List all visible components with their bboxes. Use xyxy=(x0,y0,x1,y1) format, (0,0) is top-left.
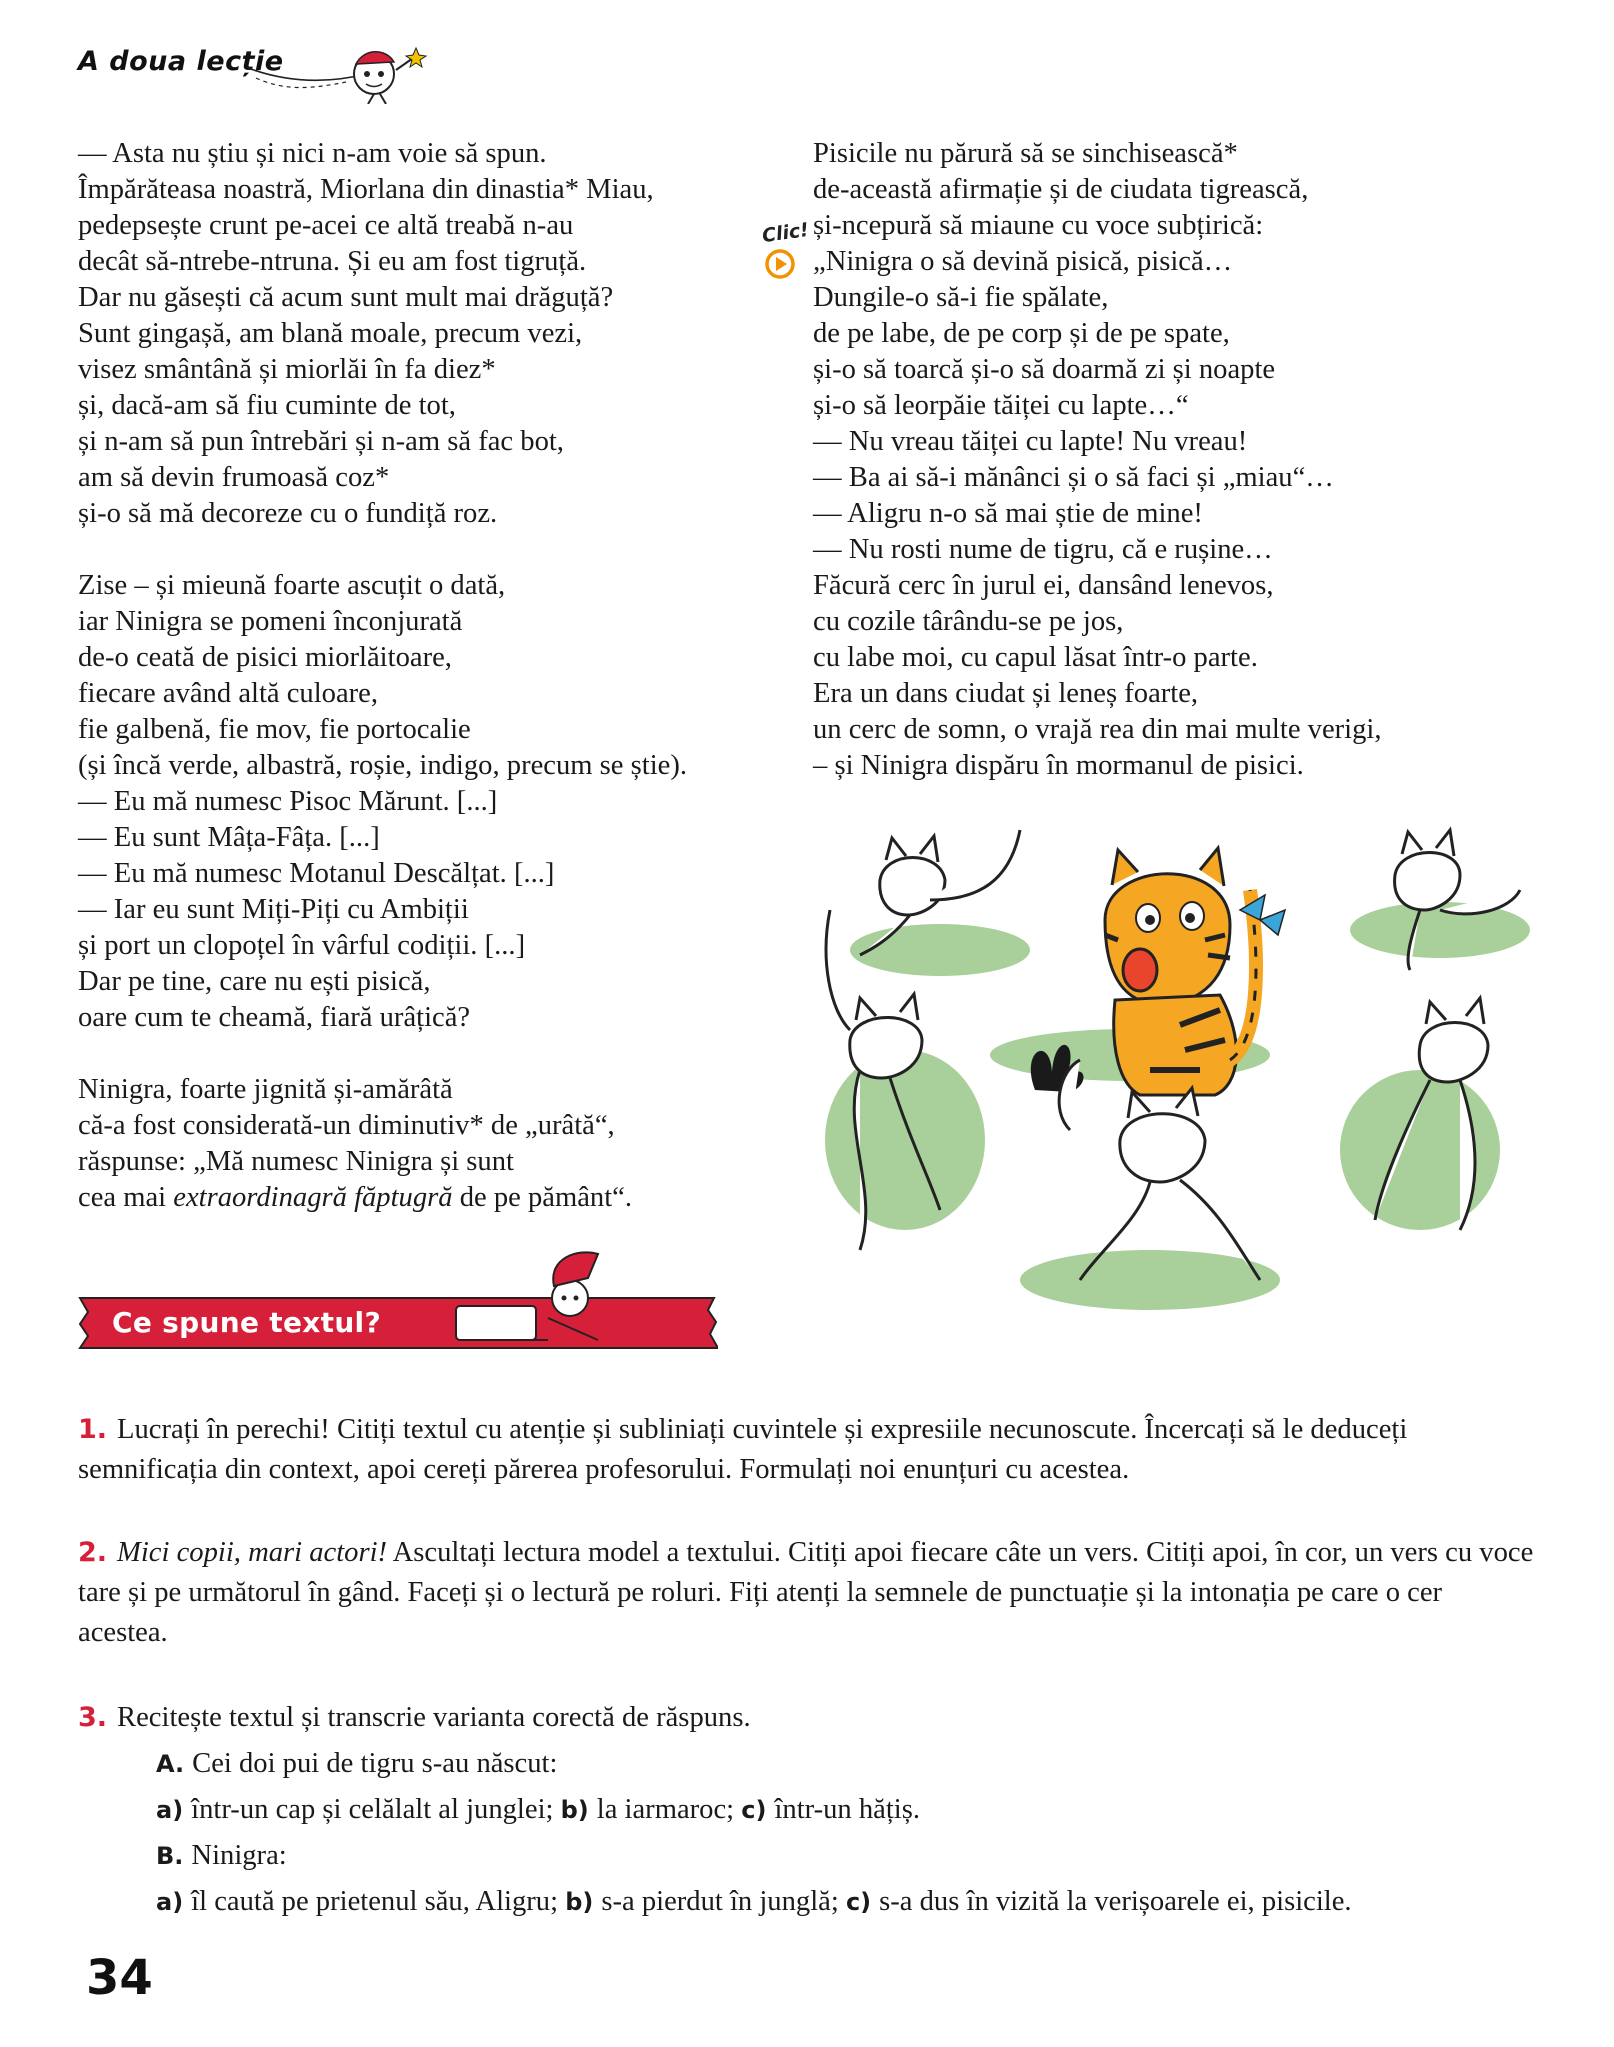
option-text[interactable]: s-a pierdut în junglă; xyxy=(601,1886,839,1917)
poem-line: un cerc de somn, o vrajă rea din mai multe verigi, xyxy=(813,714,1382,745)
option-text[interactable]: într-un hățiș. xyxy=(774,1794,921,1825)
poem-line: răspunse: „Mă numesc Ninigra și sunt xyxy=(78,1146,514,1177)
poem-line: iar Ninigra se pomeni înconjurată xyxy=(78,606,463,637)
poem-line: — Nu vreau tăiței cu lapte! Nu vreau! xyxy=(813,426,1248,457)
poem-line: și-ncepură să miaune cu voce subțirică: xyxy=(813,210,1264,241)
poem-line: — Ba ai să-i mănânci și o să faci și „miau“… xyxy=(813,462,1334,493)
question-tag: A. xyxy=(156,1750,185,1778)
question-tag: B. xyxy=(156,1842,184,1870)
exercise-italic-heading: Mici copii, mari actori! xyxy=(117,1537,388,1568)
poem-line: – și Ninigra dispăru în mormanul de pisici. xyxy=(813,750,1304,781)
exercise-body: Recitește textul și transcrie varianta corectă de răspuns. xyxy=(117,1702,751,1733)
exercise-1 xyxy=(78,1410,1538,1490)
exercise-body: Lucrați în perechi! Citiți textul cu atenție și subliniați cuvintele și expresiile necunoscute. Încercați să le deduceți semnificația din context, apoi cereți părerea profesorului. Formulați noi enunțuri cu acestea. xyxy=(78,1414,1408,1485)
poem-line: Împărăteasa noastră, Miorlana din dinastia* Miau, xyxy=(78,174,654,205)
poem-line: și, dacă-am să fiu cuminte de tot, xyxy=(78,390,456,421)
stanza-break xyxy=(78,1036,798,1072)
poem-line: — Aligru n-o să mai știe de mine! xyxy=(813,498,1203,529)
poem-line: de-o ceată de pisici miorlăitoare, xyxy=(78,642,452,673)
poem-line: — Asta nu știu și nici n-am voie să spun. xyxy=(78,138,547,169)
poem-line: fiecare având altă culoare, xyxy=(78,678,379,709)
tiger-and-cats-illustration xyxy=(820,810,1540,1330)
page-number: 34 xyxy=(86,1950,153,2006)
poem-line: și-o să mă decoreze cu o fundiță roz. xyxy=(78,498,498,529)
poem-line: și-o să leorpăie tăiței cu lapte…“ xyxy=(813,390,1189,421)
poem-line: — Iar eu sunt Miți-Piți cu Ambiții xyxy=(78,894,469,925)
poem-line: Dungile-o să-i fie spălate, xyxy=(813,282,1109,313)
poem-line: că-a fost considerată-un diminutiv* de „urâtă“, xyxy=(78,1110,615,1141)
poem-line: — Eu sunt Mâța-Fâța. [...] xyxy=(78,822,380,853)
question-b xyxy=(78,1833,1538,1879)
option-text[interactable]: la iarmaroc; xyxy=(596,1794,735,1825)
poem-line: fie galbenă, fie mov, fie portocalie xyxy=(78,714,471,745)
poem-line: Dar nu găsești că acum sunt mult mai drăguță? xyxy=(78,282,614,313)
poem-line: și n-am să pun întrebări și n-am să fac bot, xyxy=(78,426,564,457)
poem-line: pedepsește crunt pe-acei ce altă treabă n-au xyxy=(78,210,574,241)
poem-italic-phrase: extraordinagră făptugră xyxy=(173,1182,453,1213)
exercise-text xyxy=(78,1410,1538,1490)
question-a xyxy=(78,1741,1538,1787)
question-a-options xyxy=(78,1787,1538,1833)
poem-right-column xyxy=(813,136,1513,784)
poem-line: — Eu mă numesc Motanul Descălțat. [...] xyxy=(78,858,555,889)
audio-clic-marker[interactable] xyxy=(760,218,816,284)
poem-text: de pe pământ“. xyxy=(452,1182,633,1213)
question-text: Cei doi pui de tigru s-au născut: xyxy=(192,1748,558,1779)
option-tag: b) xyxy=(565,1888,594,1916)
poem-line: și-o să toarcă și-o să doarmă zi și noapte xyxy=(813,354,1276,385)
option-text[interactable]: într-un cap și celălalt al junglei; xyxy=(191,1794,554,1825)
play-icon[interactable] xyxy=(764,248,796,280)
lesson-title: A doua lecție xyxy=(78,46,284,77)
poem-line: de pe labe, de pe corp și de pe spate, xyxy=(813,318,1230,349)
poem-line: decât să-ntrebe-ntruna. Și eu am fost tigruță. xyxy=(78,246,587,277)
section-banner xyxy=(78,1248,718,1356)
poem-line: Era un dans ciudat și leneș foarte, xyxy=(813,678,1199,709)
poem-line: — Eu mă numesc Pisoc Mărunt. [...] xyxy=(78,786,498,817)
poem-line: Pisicile nu părură să se sinchisească* xyxy=(813,138,1238,169)
poem-line: am să devin frumoasă coz* xyxy=(78,462,390,493)
exercise-number: 3. xyxy=(78,1702,108,1733)
poem-line: Dar pe tine, care nu ești pisică, xyxy=(78,966,431,997)
clic-label: Clic! xyxy=(760,218,811,248)
option-text[interactable]: s-a dus în vizită la verișoarele ei, pisicile. xyxy=(879,1886,1352,1917)
poem-line: Ninigra, foarte jignită și-amărâtă xyxy=(78,1074,453,1105)
lesson-header xyxy=(78,34,398,104)
exercise-number: 2. xyxy=(78,1537,108,1568)
question-b-options xyxy=(78,1879,1538,1925)
poem-line: cu cozile târându-se pe jos, xyxy=(813,606,1124,637)
exercise-number: 1. xyxy=(78,1414,108,1445)
banner-label: Ce spune textul? xyxy=(112,1306,381,1339)
poem-line: și port un clopoțel în vârful codiții. [...] xyxy=(78,930,526,961)
exercise-2 xyxy=(78,1533,1538,1653)
option-tag: a) xyxy=(156,1796,184,1824)
option-tag: c) xyxy=(741,1796,767,1824)
exercise-instruction xyxy=(78,1695,1538,1741)
poem-line: de-această afirmație și de ciudata tigrească, xyxy=(813,174,1309,205)
poem-line: „Ninigra o să devină pisică, pisică… xyxy=(813,246,1233,277)
option-tag: c) xyxy=(845,1888,872,1916)
poem-line: cu labe moi, cu capul lăsat într-o parte. xyxy=(813,642,1258,673)
doodle-character-icon xyxy=(246,34,436,104)
poem-line: visez smântână și miorlăi în fa diez* xyxy=(78,354,496,385)
poem-line: (și încă verde, albastră, roșie, indigo, precum se știe). xyxy=(78,750,687,781)
poem-line: — Nu rosti nume de tigru, că e rușine… xyxy=(813,534,1273,565)
banner-ribbon-icon xyxy=(78,1248,718,1356)
poem-line: oare cum te cheamă, fiară urâțică? xyxy=(78,1002,471,1033)
exercise-text xyxy=(78,1533,1538,1653)
option-text[interactable]: îl caută pe prietenul său, Aligru; xyxy=(191,1886,559,1917)
poem-text: cea mai xyxy=(78,1182,174,1213)
poem-line: Făcură cerc în jurul ei, dansând lenevos, xyxy=(813,570,1274,601)
poem-line: Zise – și mieună foarte ascuțit o dată, xyxy=(78,570,506,601)
exercise-3 xyxy=(78,1695,1538,1925)
poem-line-last xyxy=(78,1180,798,1216)
option-tag: b) xyxy=(560,1796,589,1824)
exercise-body: Ascultați lectura model a textului. Citiți apoi fiecare câte un vers. Citiți apoi, în cor, un vers cu voce tare și pe următorul în gând. Faceți și o lectură pe roluri. Fiți atenți la semnele de punctuație și la intonația pe care o cer acestea. xyxy=(78,1537,1534,1648)
option-tag: a) xyxy=(156,1888,184,1916)
poem-line: Sunt gingașă, am blană moale, precum vezi, xyxy=(78,318,583,349)
stanza-break xyxy=(78,532,798,568)
question-text: Ninigra: xyxy=(191,1840,287,1871)
poem-left-column xyxy=(78,136,798,1216)
